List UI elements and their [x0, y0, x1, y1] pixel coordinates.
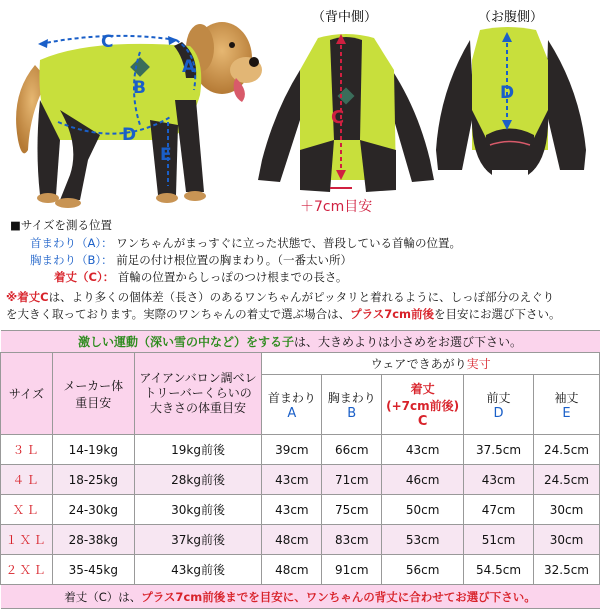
footer-text: 着丈（C）は、 — [64, 589, 142, 604]
measure-letter-a: A — [182, 57, 196, 77]
cell-iron: 37kg前後 — [134, 525, 262, 555]
cell-size: １ＸＬ — [1, 525, 53, 555]
note-chest — [30, 253, 352, 268]
note-chest-label: 胸まわり（B）： — [30, 253, 113, 267]
cell-c: 46cm — [382, 465, 464, 495]
col-neck-letter: A — [287, 405, 297, 421]
cell-iron: 19kg前後 — [134, 435, 262, 465]
cell-c: 53cm — [382, 525, 464, 555]
measure-letter-c-back: C — [331, 107, 345, 128]
measure-letter-d: D — [122, 125, 137, 145]
col-sleeve-label: 袖丈 — [554, 390, 579, 405]
note-chest-text: 前足の付け根位置の胸まわり。（一番太い所） — [116, 253, 353, 267]
note-neck-text: ワンちゃんがまっすぐに立った状態で、普段している首輪の位置。 — [116, 236, 462, 250]
col-group-red: 実寸 — [466, 357, 491, 371]
col-group — [262, 353, 600, 375]
cell-c: 50cm — [382, 495, 464, 525]
cell-b: 91cm — [322, 555, 382, 585]
col-back-label: 前丈 — [486, 390, 511, 405]
warning-line2-red: プラス7cm前後 — [350, 307, 435, 321]
cell-a: 48cm — [262, 555, 322, 585]
footer-red: プラス7cm前後までを目安に、ワンちゃんの背丈に合わせてお選び下さい。 — [141, 589, 536, 604]
cell-iron: 30kg前後 — [134, 495, 262, 525]
cell-e: 30cm — [534, 525, 600, 555]
col-back — [464, 375, 534, 435]
col-length-sub: (+7cm前後) — [386, 399, 460, 413]
measure-letter-b: B — [133, 78, 146, 98]
garment-back-view — [258, 34, 434, 192]
note-length-label: 着丈（C）： — [54, 270, 115, 284]
cell-b: 71cm — [322, 465, 382, 495]
size-table — [0, 330, 600, 609]
cell-maker: 18-25kg — [52, 465, 134, 495]
col-neck-label: 首まわり — [267, 390, 316, 405]
cell-a: 43cm — [262, 465, 322, 495]
cell-size: ４Ｌ — [1, 465, 53, 495]
col-sleeve-letter: E — [562, 405, 571, 421]
table-row — [1, 555, 600, 585]
table-row — [1, 465, 600, 495]
note-neck — [30, 236, 461, 251]
measure-letter-e: E — [160, 145, 172, 165]
cell-e: 32.5cm — [534, 555, 600, 585]
header-row-1 — [1, 353, 600, 375]
cell-maker: 24-30kg — [52, 495, 134, 525]
footer-cell — [1, 585, 600, 609]
col-length — [382, 375, 464, 435]
cell-maker: 14-19kg — [52, 435, 134, 465]
col-chest-label: 胸まわり — [327, 390, 376, 405]
note-length-text: 首輪の位置からしっぽのつけ根までの長さ。 — [117, 270, 348, 284]
note-neck-label: 首まわり（A）： — [30, 236, 113, 250]
cell-iron: 43kg前後 — [134, 555, 262, 585]
col-group-label: ウェアできあがり — [370, 357, 467, 371]
cell-e: 24.5cm — [534, 465, 600, 495]
col-length-label: 着丈 — [410, 382, 435, 396]
belly-view-label: （お腹側） — [478, 10, 544, 25]
cell-e: 30cm — [534, 495, 600, 525]
table-row — [1, 495, 600, 525]
cell-a: 43cm — [262, 495, 322, 525]
cell-c: 56cm — [382, 555, 464, 585]
cell-d: 37.5cm — [464, 435, 534, 465]
col-neck — [262, 375, 322, 435]
col-iron: アイアンバロン調べレトリーバーくらいの大きさの体重目安 — [134, 353, 262, 435]
col-size: サイズ — [1, 353, 53, 435]
measure-letter-d-belly: D — [500, 83, 515, 103]
col-sleeve — [534, 375, 600, 435]
cell-size: ３Ｌ — [1, 435, 53, 465]
measure-letter-c: C — [101, 32, 114, 52]
warning-line1-rest: は、より多くの個体差（長さ）のあるワンちゃんがピッタリと着れるように、しっぽ部分のえぐり — [48, 290, 555, 304]
warning-bold: 着丈C — [17, 290, 49, 304]
c-extra-label: ＋7cm目安 — [300, 199, 373, 215]
banner-rest: は、大きめよりは小さめをお選び下さい。 — [294, 335, 523, 349]
table-row — [1, 525, 600, 555]
warning-line2-a: を大きく取っております。実際のワンちゃんの着丈で選ぶ場合は、 — [6, 307, 351, 321]
note-length — [54, 270, 347, 285]
col-back-letter: D — [493, 405, 504, 421]
cell-b: 75cm — [322, 495, 382, 525]
cell-iron: 28kg前後 — [134, 465, 262, 495]
back-view-label: （背中側） — [312, 10, 378, 25]
cell-d: 54.5cm — [464, 555, 534, 585]
cell-c: 43cm — [382, 435, 464, 465]
photo-illustration — [0, 0, 600, 215]
warning-line2-b: を目安にお選び下さい。 — [434, 307, 561, 321]
cell-b: 83cm — [322, 525, 382, 555]
cell-size: ２ＸＬ — [1, 555, 53, 585]
banner-row — [1, 331, 600, 353]
footer-row — [1, 585, 600, 609]
col-length-letter: C — [417, 414, 428, 429]
table-row — [1, 435, 600, 465]
cell-b: 66cm — [322, 435, 382, 465]
cell-a: 48cm — [262, 525, 322, 555]
cell-size: ＸＬ — [1, 495, 53, 525]
measure-heading: ■サイズを測る位置 — [10, 218, 112, 232]
dog-photo — [16, 22, 262, 208]
col-chest-letter: B — [347, 405, 357, 421]
cell-d: 51cm — [464, 525, 534, 555]
cell-a: 39cm — [262, 435, 322, 465]
col-chest — [322, 375, 382, 435]
warning-line-2 — [6, 307, 561, 322]
banner-green: 激しい運動（深い雪の中など）をする子 — [77, 335, 294, 349]
cell-e: 24.5cm — [534, 435, 600, 465]
cell-maker: 35-45kg — [52, 555, 134, 585]
banner-cell — [1, 331, 600, 353]
col-maker: メーカー体重目安 — [52, 353, 134, 435]
cell-d: 47cm — [464, 495, 534, 525]
warning-line-1 — [6, 290, 554, 305]
warning-prefix: ※ — [6, 290, 18, 304]
cell-d: 43cm — [464, 465, 534, 495]
product-photos — [0, 0, 600, 215]
cell-maker: 28-38kg — [52, 525, 134, 555]
